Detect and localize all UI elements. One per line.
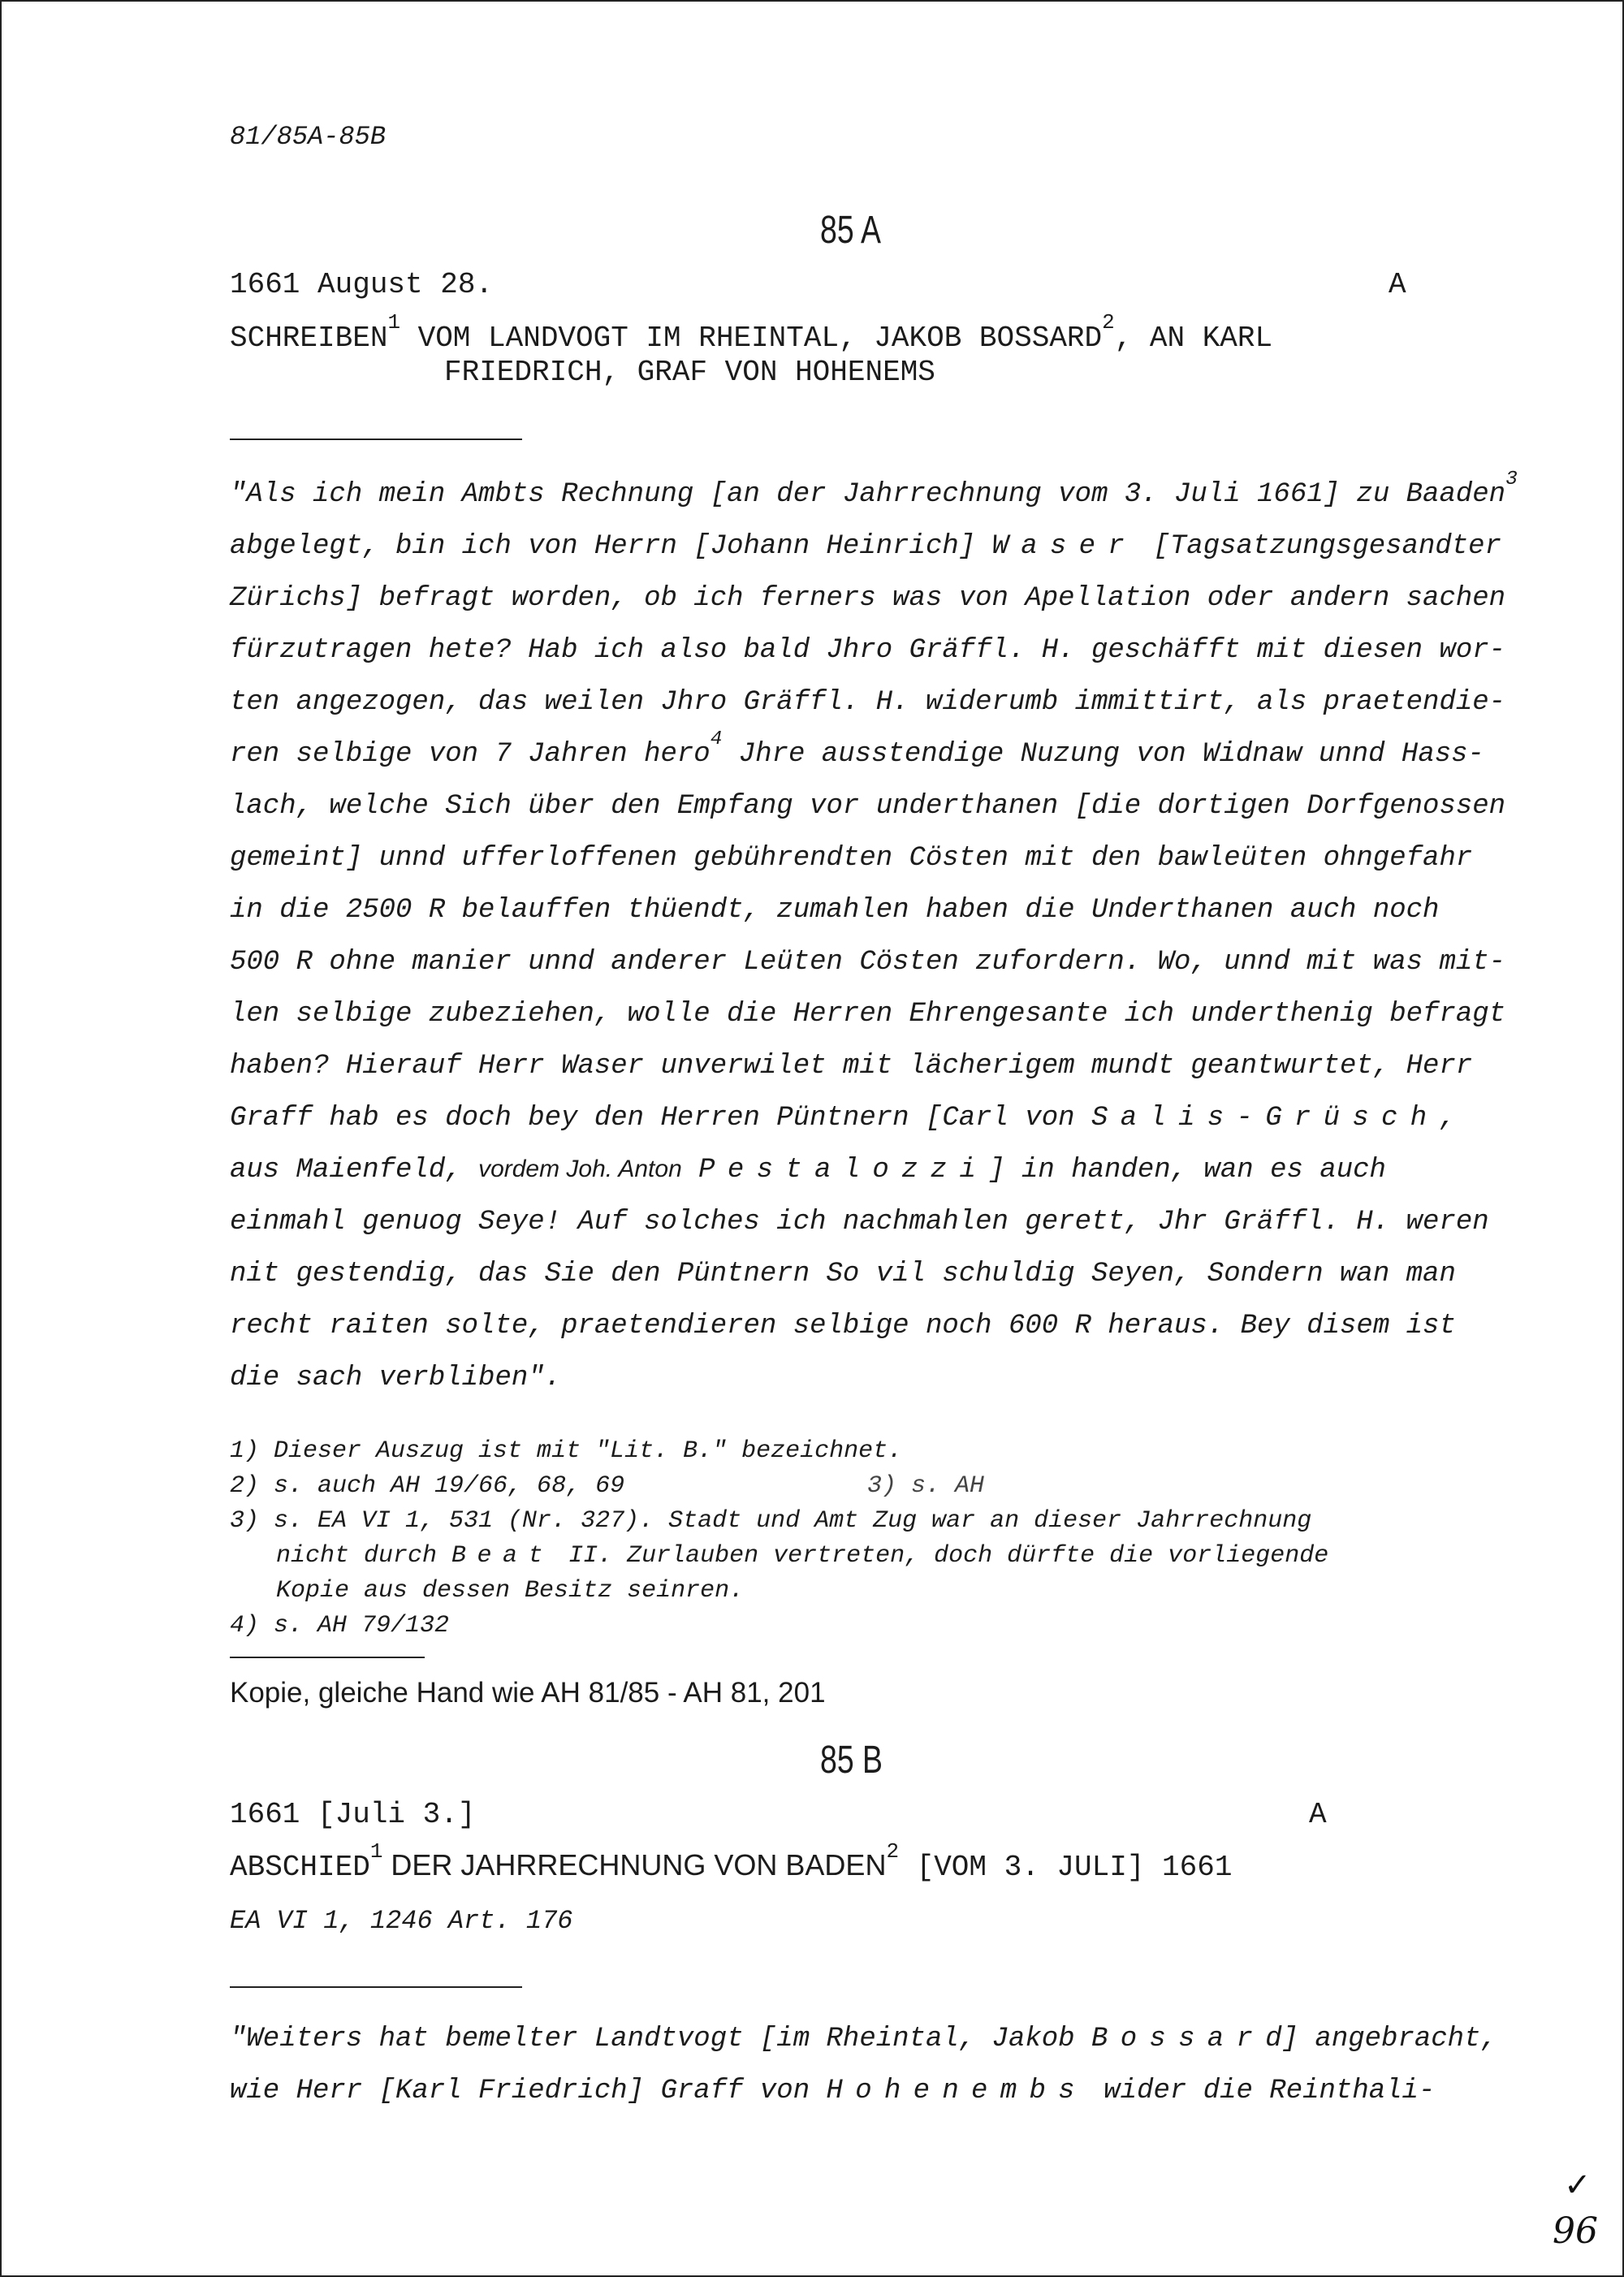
- handwritten-insertion: vordem Joh. Anton: [478, 1156, 682, 1182]
- doc-b-number: 85 B: [820, 1739, 883, 1782]
- doc-a-body-line: [230, 728, 1484, 770]
- doc-a-body-line: [230, 469, 1518, 510]
- spaced-name-salis: Salis-Grüsch: [1091, 1103, 1440, 1134]
- doc-a-title-line2: FRIEDRICH, GRAF VON HOHENEMS: [444, 356, 935, 389]
- text-run: wie Herr [Karl Friedrich] Graff von: [230, 2076, 827, 2106]
- doc-b-date: 1661 [Juli 3.]: [230, 1798, 476, 1831]
- spaced-name-bossard: Bossar: [1091, 2024, 1266, 2054]
- doc-a-body-line: [230, 531, 1501, 562]
- doc-a-divider: [230, 439, 522, 440]
- doc-a-title-word1: SCHREIBEN: [230, 322, 388, 355]
- doc-a-source-note: Kopie, gleiche Hand wie AH 81/85 - AH 81, 201: [230, 1677, 826, 1709]
- doc-a-body-line: in die 2500 R belauffen thüendt, zumahlen haben die Underthanen auch noch: [230, 895, 1440, 926]
- text-run: "Weiters hat bemelter Landtvogt [im Rheintal, Jakob: [230, 2024, 1091, 2054]
- doc-a-body-line: Zürichs] befragt worden, ob ich ferners was von Apellation oder andern sachen: [230, 583, 1506, 614]
- text-run: Jhre ausstendige Nuzung von Widnaw unnd Hass-: [722, 739, 1484, 770]
- doc-b-title-footnote-2: 2: [886, 1838, 899, 1864]
- doc-a-body-line: nit gestendig, das Sie den Püntnern So vil schuldig Seyen, Sondern wan man: [230, 1259, 1456, 1290]
- doc-a-body-line: len selbige zubeziehen, wolle die Herren Ehrengesante ich underthenig befragt: [230, 999, 1506, 1030]
- text-run: [Tagsatzungsgesandter: [1137, 531, 1501, 562]
- text-run: wider die Reinthali-: [1086, 2076, 1436, 2106]
- text-run: Graff hab es doch bey den Herren Püntnern [Carl von: [230, 1103, 1091, 1134]
- footnote-3-line3: Kopie aus dessen Besitz seinren.: [276, 1577, 745, 1605]
- text-run: nicht durch: [276, 1542, 452, 1570]
- doc-a-body-line: einmahl genuog Seye! Auf solches ich nachmahlen gerett, Jhr Gräffl. H. weren: [230, 1207, 1489, 1238]
- spaced-name-pestalozzi: Pestalozzi: [698, 1155, 989, 1186]
- doc-a-title-line1: [230, 309, 1273, 355]
- doc-b-edition: EA VI 1, 1246 Art. 176: [230, 1906, 573, 1936]
- doc-b-title-end: [VOM 3. JULI] 1661: [899, 1851, 1233, 1884]
- doc-a-body-line: lach, welche Sich über den Empfang vor underthanen [die dortigen Dorfgenossen: [230, 791, 1506, 822]
- text-run: ,: [1439, 1103, 1456, 1134]
- text-run: [682, 1155, 698, 1186]
- doc-b-title-mid: DER JAHRRECHNUNG VON BADEN: [382, 1848, 887, 1882]
- spaced-name-beat: Beat: [451, 1542, 555, 1570]
- doc-a-body-line: fürzutragen hete? Hab ich also bald Jhro Gräffl. H. geschäfft mit diesen wor-: [230, 635, 1506, 666]
- doc-a-body-line: gemeint] unnd ufferloffenen gebührendten Cösten mit den bawleüten ohngefahr: [230, 843, 1473, 874]
- page-reference: 81/85A-85B: [230, 122, 387, 152]
- doc-a-title-end: , AN KARL: [1114, 322, 1273, 355]
- spaced-name-hohenembs: Hohenembs: [826, 2076, 1087, 2106]
- doc-a-title-footnote-2: 2: [1102, 309, 1115, 335]
- footnote-3-line2: [276, 1542, 1328, 1570]
- doc-a-title-mid: VOM LANDVOGT IM RHEINTAL, JAKOB BOSSARD: [400, 322, 1103, 355]
- text-run: II. Zurlauben vertreten, doch dürfte die vorliegende: [554, 1542, 1329, 1570]
- doc-a-number: 85 A: [820, 209, 881, 252]
- doc-b-title-word1: ABSCHIED: [230, 1851, 370, 1884]
- text-run: ren selbige von 7 Jahren hero: [230, 739, 710, 770]
- doc-a-body-line: haben? Hierauf Herr Waser unverwilet mit lächerigem mundt geantwurtet, Herr: [230, 1051, 1473, 1082]
- doc-b-title: [230, 1838, 1233, 1884]
- footnote-3-line1: 3) s. EA VI 1, 531 (Nr. 327). Stadt und Amt Zug war an dieser Jahrrechnung: [230, 1507, 1312, 1535]
- doc-b-divider: [230, 1986, 522, 1988]
- doc-a-grade: A: [1389, 268, 1406, 301]
- doc-a-date: 1661 August 28.: [230, 268, 494, 301]
- doc-b-title-footnote-1: 1: [369, 1838, 383, 1864]
- text-run: aus Maienfeld,: [230, 1155, 479, 1186]
- doc-a-title-footnote-1: 1: [387, 309, 400, 335]
- page-number-handwritten: 96: [1553, 2210, 1598, 2252]
- doc-a-body-line: [230, 1103, 1456, 1134]
- footnote-2: 2) s. auch AH 19/66, 68, 69: [230, 1472, 625, 1500]
- text-run: ] in handen, wan es auch: [988, 1155, 1386, 1186]
- doc-b-grade: A: [1309, 1798, 1327, 1831]
- doc-a-body-line: ten angezogen, das weilen Jhro Gräffl. H. widerumb immittirt, als praetendie-: [230, 687, 1506, 718]
- doc-a-body-line: 500 R ohne manier unnd anderer Leüten Cösten zufordern. Wo, unnd mit was mit-: [230, 947, 1506, 978]
- text-run: "Als ich mein Ambts Rechnung [an der Jahrrechnung vom 3. Juli 1661] zu Baaden: [230, 479, 1506, 510]
- text-run: d] angebracht,: [1265, 2024, 1497, 2054]
- footnote-1: 1) Dieser Auszug ist mit "Lit. B." bezeichnet.: [230, 1437, 903, 1465]
- check-mark-icon: ✓: [1564, 2167, 1592, 2204]
- doc-b-body-line: [230, 2076, 1435, 2106]
- doc-a-body-line: die sach verbliben".: [230, 1363, 562, 1393]
- footnote-3-ghost: 3) s. AH: [867, 1472, 985, 1500]
- footnote-4: 4) s. AH 79/132: [230, 1612, 450, 1640]
- spaced-name-waser: Waser: [991, 531, 1138, 562]
- doc-a-body-line: recht raiten solte, praetendieren selbige noch 600 R heraus. Bey disem ist: [230, 1311, 1456, 1342]
- body-footnote-3: 3: [1505, 469, 1518, 491]
- body-footnote-4: 4: [710, 728, 723, 751]
- doc-b-body-line: [230, 2024, 1497, 2054]
- text-run: abgelegt, bin ich von Herrn [Johann Heinrich]: [230, 531, 992, 562]
- footnote-divider: [230, 1657, 425, 1658]
- doc-a-body-line: [230, 1155, 1386, 1186]
